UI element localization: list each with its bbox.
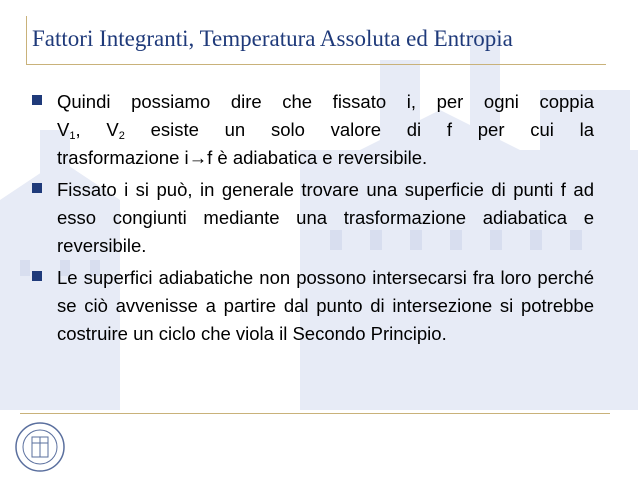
bullet-line-with-subscripts: $V_1$, $V_2$ esiste un solo valore di f per cui la [57,119,595,142]
bullet-item [32,264,594,348]
footer-line [20,413,610,414]
bullet-text: Fissato i si può, in generale trovare una superficie di punti f ad esso congiunti mediante una trasformazione adiabatica e reversibile. [57,179,594,256]
square-bullet-icon [32,95,42,105]
bullet-line: Quindi possiamo dire che fissato i, per ogni coppia [57,91,594,112]
bullet-list [32,88,594,352]
bullet-text: Le superfici adiabatiche non possono intersecarsi fra loro perché se ciò avvenisse a partire dal punto di intersezione si potrebbe costruire un ciclo che viola il Secondo Principio. [57,267,594,344]
title-underline [26,64,606,65]
square-bullet-icon [32,271,42,281]
university-seal-icon [14,421,66,473]
title-accent-line [26,16,27,64]
bullet-item [32,176,594,260]
square-bullet-icon [32,183,42,193]
slide-title: Fattori Integranti, Temperatura Assoluta ed Entropia [32,26,513,51]
bullet-line: trasformazione i→f è adiabatica e reversibile. [57,147,428,168]
bullet-text [57,88,594,172]
bullet-item [32,88,594,172]
